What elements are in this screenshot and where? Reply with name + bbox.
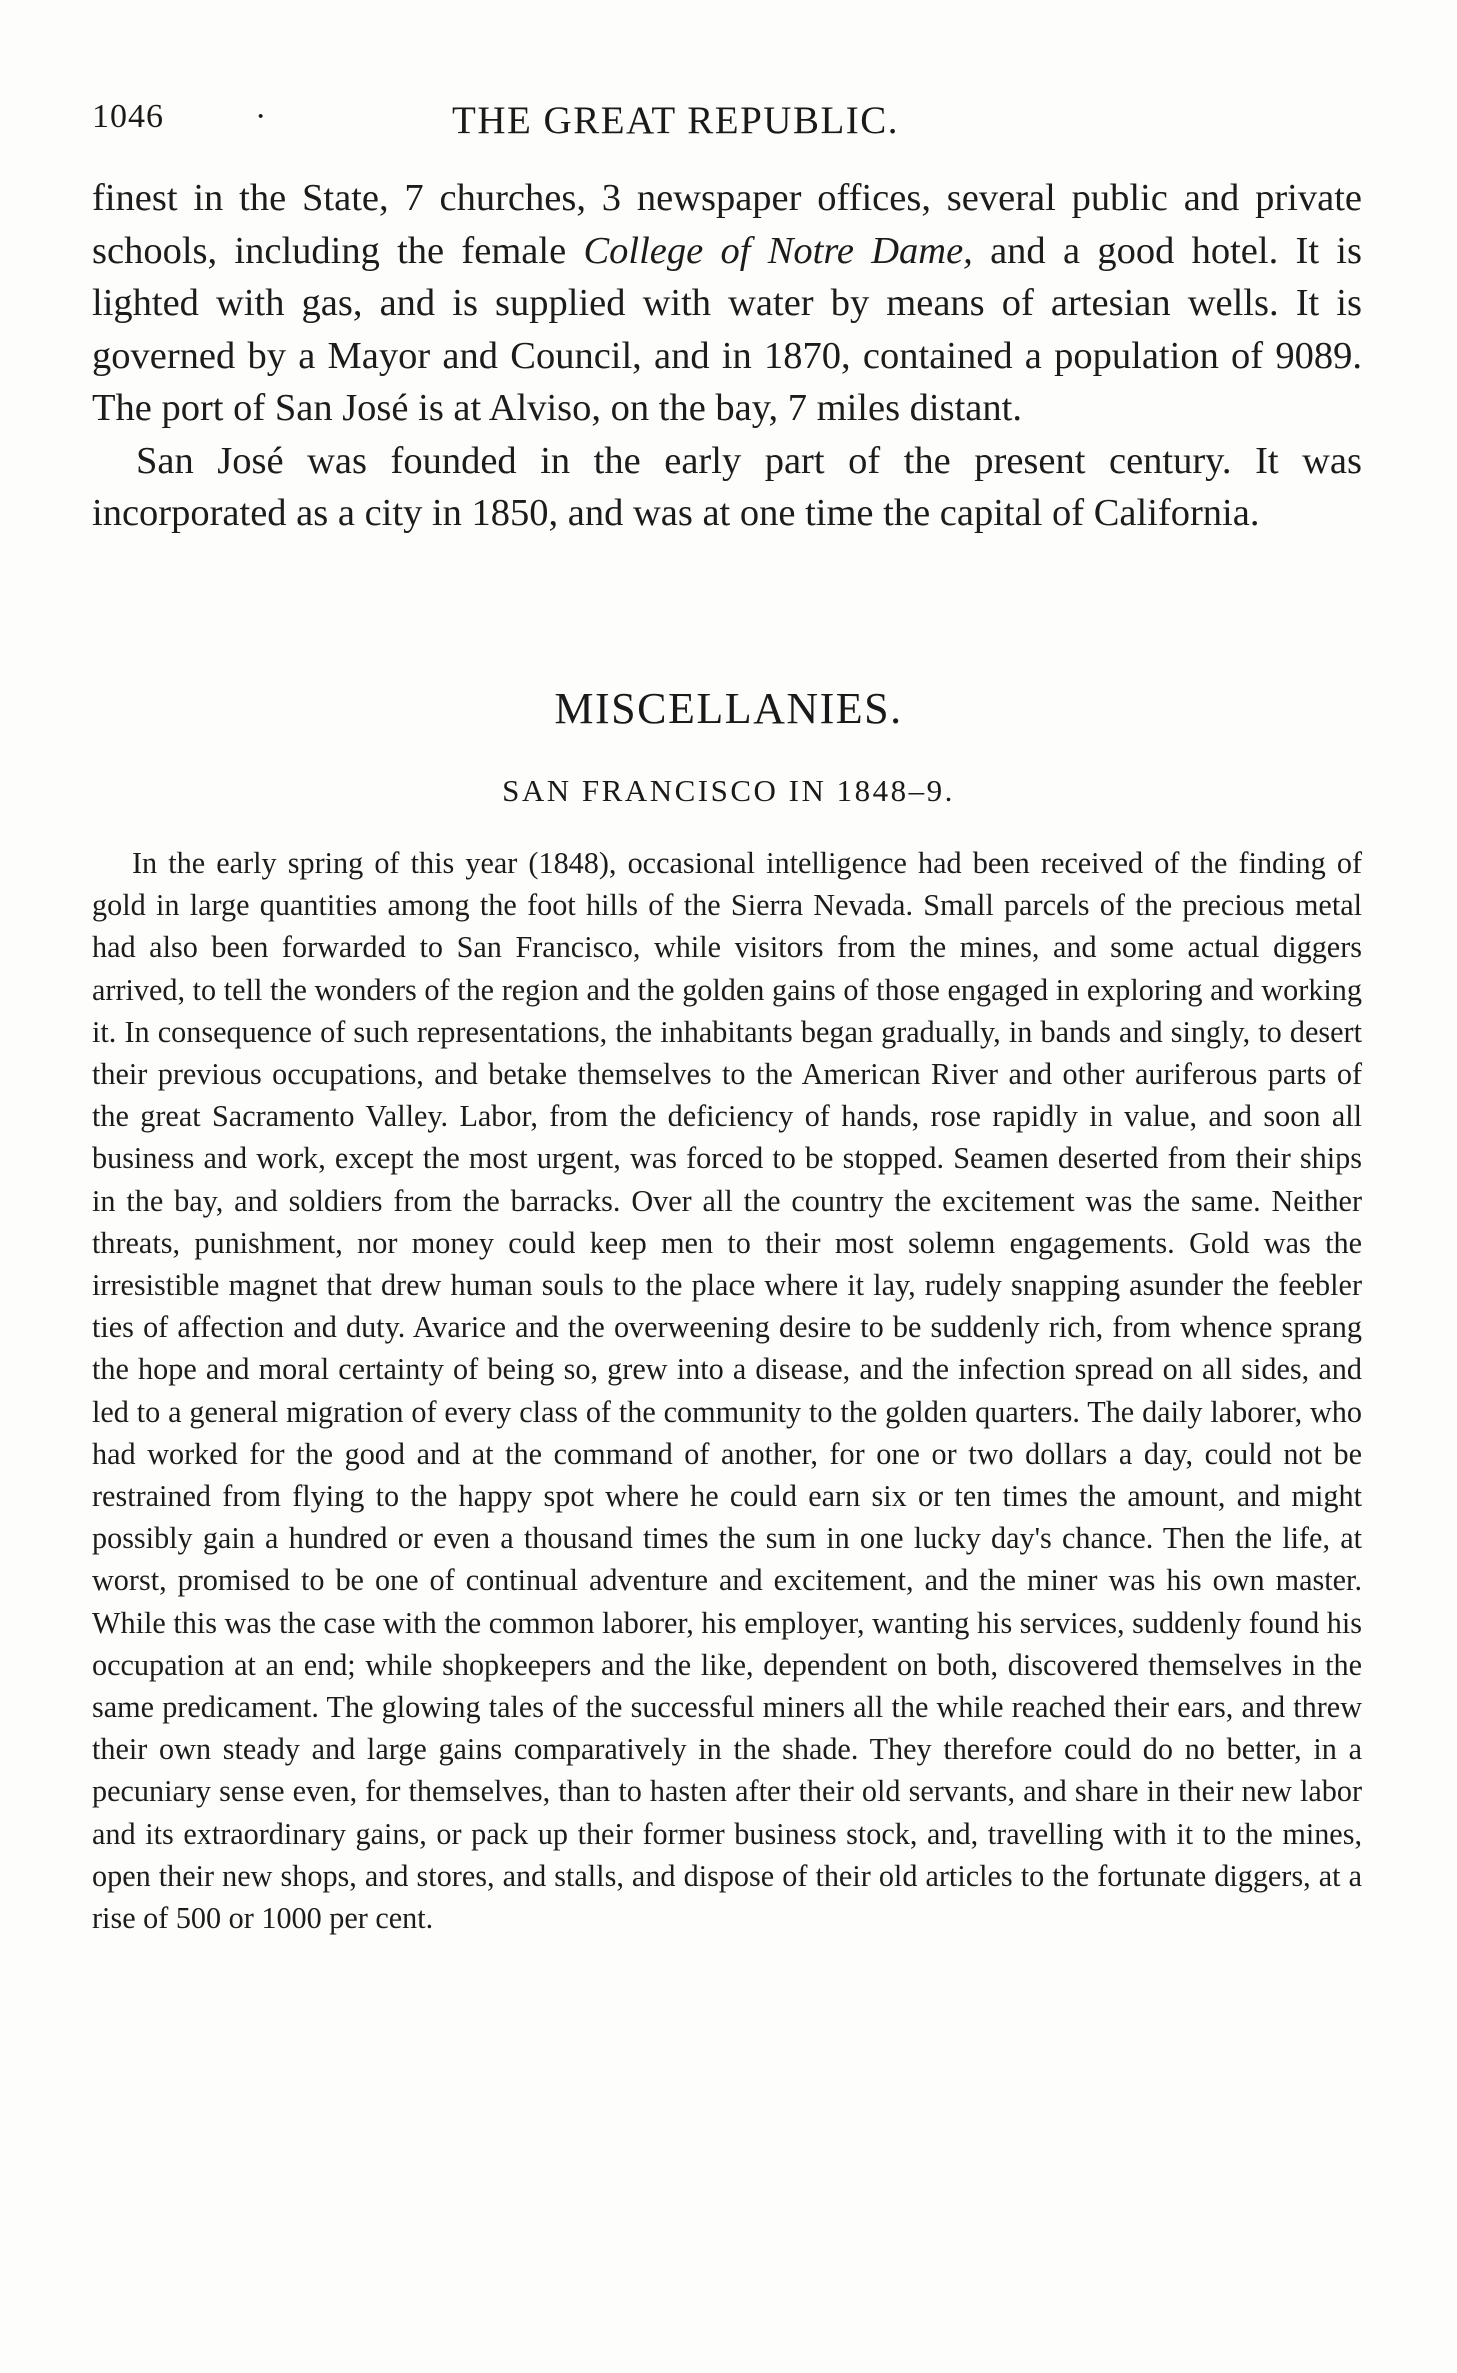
subsection-title: SAN FRANCISCO IN 1848–9. [502, 773, 955, 808]
running-head [92, 98, 1362, 148]
intro-text [92, 172, 1362, 540]
section-body [92, 842, 1362, 1939]
section-title: MISCELLANIES. [554, 684, 903, 733]
intro-paragraph-1-start: finest in the State, 7 churches, 3 newspaper offices, several public and private schools, including the female [92, 177, 1362, 272]
college-name: College of Notre Dame, [583, 229, 973, 272]
header-separator: · [255, 98, 267, 135]
intro-paragraph-1 [92, 172, 1362, 435]
page-number: 1046 [92, 98, 164, 135]
intro-paragraph-1-end: and a good hotel. It is lighted with gas, and is supplied with water by means of artesian wells. It is governed by a Mayor and Council, and in 1870, contained a population of 9089. The port of San José is at Alviso, on the bay, 7 miles distant. [92, 229, 1362, 429]
running-title: THE GREAT REPUBLIC. [452, 99, 900, 142]
intro-paragraph-2: San José was founded in the early part of the present century. It was incorporated as a city in 1850, and was at one time the capital of California. [92, 439, 1362, 534]
section-paragraph: In the early spring of this year (1848), occasional intelligence had been received of the finding of gold in large quantities among the foot hills of the Sierra Nevada. Small parcels of the precious metal had also been forwarded to San Francisco, while visitors from the mines, and some actual diggers arrived, to tell the wonders of the region and the golden gains of those engaged in exploring and working it. In consequence of such representations, the inhabitants began gradually, in bands and singly, to desert their previous occupations, and betake themselves to the American River and other auriferous parts of the great Sacramento Valley. Labor, from the deficiency of hands, rose rapidly in value, and soon all business and work, except the most urgent, was forced to be stopped. Seamen deserted from their ships in the bay, and soldiers from the barracks. Over all the country the excitement was the same. Neither threats, punishment, nor money could keep men to their most solemn engagements. Gold was the irresistible magnet that drew human souls to the place where it lay, rudely snapping asunder the feebler ties of affection and duty. Avarice and the overweening desire to be suddenly rich, from whence sprang the hope and moral certainty of being so, grew into a disease, and the infection spread on all sides, and led to a general migration of every class of the community to the golden quarters. The daily laborer, who had worked for the good and at the command of another, for one or two dollars a day, could not be restrained from flying to the happy spot where he could earn six or ten times the amount, and might possibly gain a hundred or even a thousand times the sum in one lucky day's chance. Then the life, at worst, promised to be one of continual adventure and excitement, and the miner was his own master. While this was the case with the common laborer, his employer, wanting his services, suddenly found his occupation at an end; while shopkeepers and the like, dependent on both, discovered themselves in the same predicament. The glowing tales of the successful miners all the while reached their ears, and threw their own steady and large gains comparatively in the shade. They therefore could do no better, in a pecuniary sense even, for themselves, than to hasten after their old servants, and share in their new labor and its extraordinary gains, or pack up their former business stock, and, travelling with it to the mines, open their new shops, and stores, and stalls, and dispose of their old articles to the fortunate diggers, at a rise of 500 or 1000 per cent. [92, 846, 1362, 1936]
